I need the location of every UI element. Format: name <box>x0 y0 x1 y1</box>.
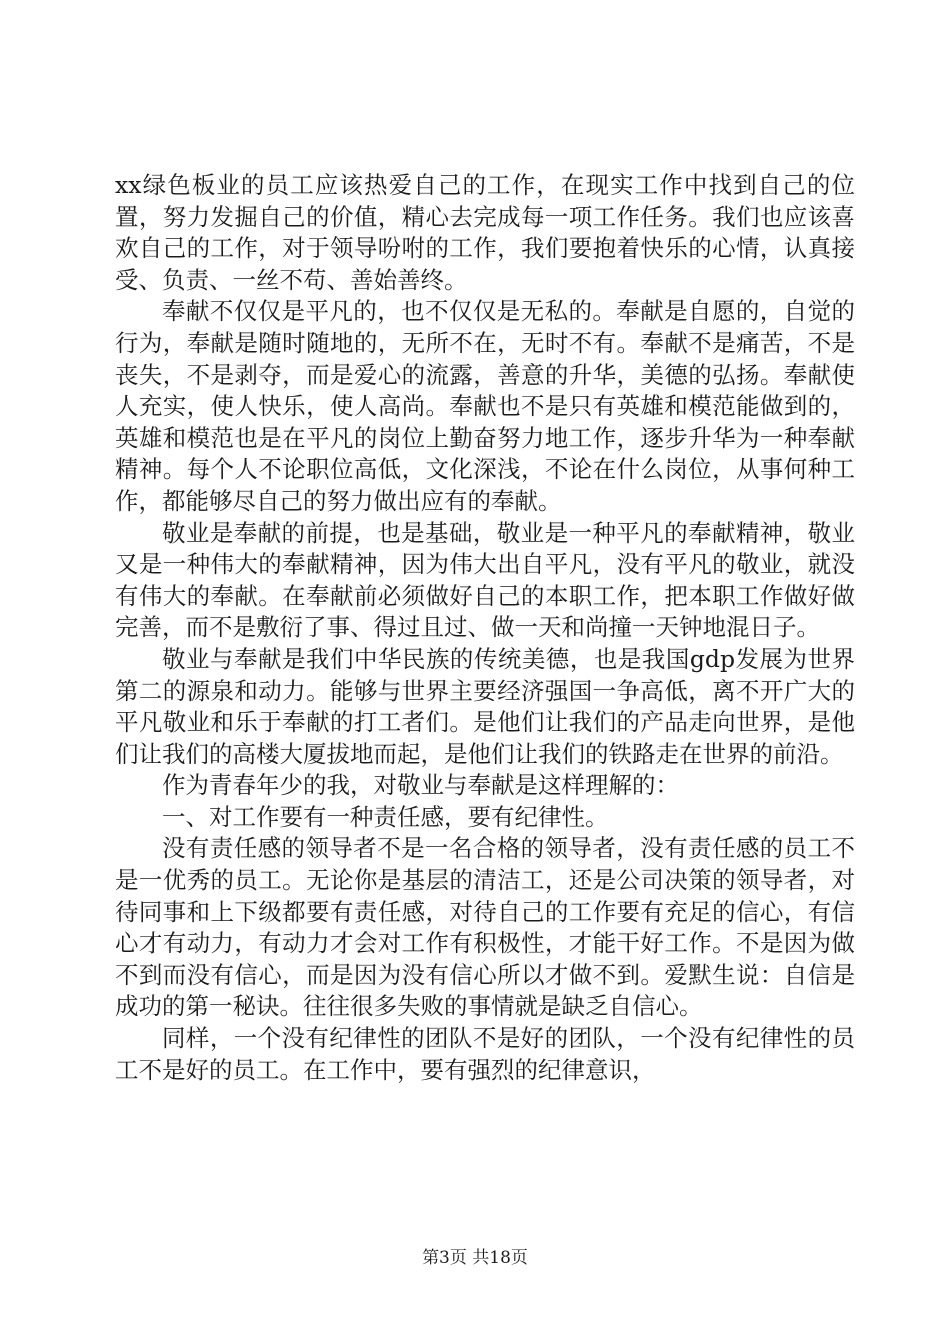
paragraph-5: 作为青春年少的我，对敬业与奉献是这样理解的： <box>162 771 679 800</box>
paragraph-3: 敬业是奉献的前提，也是基础，敬业是一种平凡的奉献精神，敬业又是一种伟大的奉献精神，因为伟大出自平凡，没有平凡的敬业，就没有伟大的奉献。在奉献前必须做好自己的本职工作，把本职工作做好做完善，而不是敷衍了事、得过且过、做一天和尚撞一天钟地混日子。 <box>115 518 855 642</box>
paragraph-4: 敬业与奉献是我们中华民族的传统美德，也是我国gdp发展为世界第二的源泉和动力。能够与世界主要经济强国一争高低，离不开广大的平凡敬业和乐于奉献的打工者们。是他们让我们的产品走向世界，是他们让我们的高楼大厦拔地而起，是他们让我们的铁路走在世界的前沿。 <box>115 644 855 768</box>
paragraph-6: 一、对工作要有一种责任感，要有纪律性。 <box>162 802 609 831</box>
page-number-footer: 第3页 共18页 <box>422 1248 528 1268</box>
document-body <box>115 170 855 1086</box>
paragraph-8: 同样，一个没有纪律性的团队不是好的团队，一个没有纪律性的员工不是好的员工。在工作中，要有强烈的纪律意识， <box>115 1024 855 1084</box>
paragraph-1: xx绿色板业的员工应该热爱自己的工作，在现实工作中找到自己的位置，努力发掘自己的价值，精心去完成每一项工作任务。我们也应该喜欢自己的工作，对于领导吩咐的工作，我们要抱着快乐的心情，认真接受、负责、一丝不苟、善始善终。 <box>115 171 855 294</box>
paragraph-2: 奉献不仅仅是平凡的，也不仅仅是无私的。奉献是自愿的，自觉的行为，奉献是随时随地的，无所不在，无时不有。奉献不是痛苦，不是丧失，不是剥夺，而是爱心的流露，善意的升华，美德的弘扬。奉献使人充实，使人快乐，使人高尚。奉献也不是只有英雄和模范能做到的，英雄和模范也是在平凡的岗位上勤奋努力地工作，逐步升华为一种奉献精神。每个人不论职位高低，文化深浅，不论在什么岗位，从事何种工作，都能够尽自己的努力做出应有的奉献。 <box>115 297 855 515</box>
paragraph-7: 没有责任感的领导者不是一名合格的领导者，没有责任感的员工不是一优秀的员工。无论你是基层的清洁工，还是公司决策的领导者，对待同事和上下级都要有责任感，对待自己的工作要有充足的信心，有信心才有动力，有动力才会对工作有积极性，才能干好工作。不是因为做不到而没有信心，而是因为没有信心所以才做不到。爱默生说：自信是成功的第一秘诀。往往很多失败的事情就是缺乏自信心。 <box>115 834 855 1021</box>
